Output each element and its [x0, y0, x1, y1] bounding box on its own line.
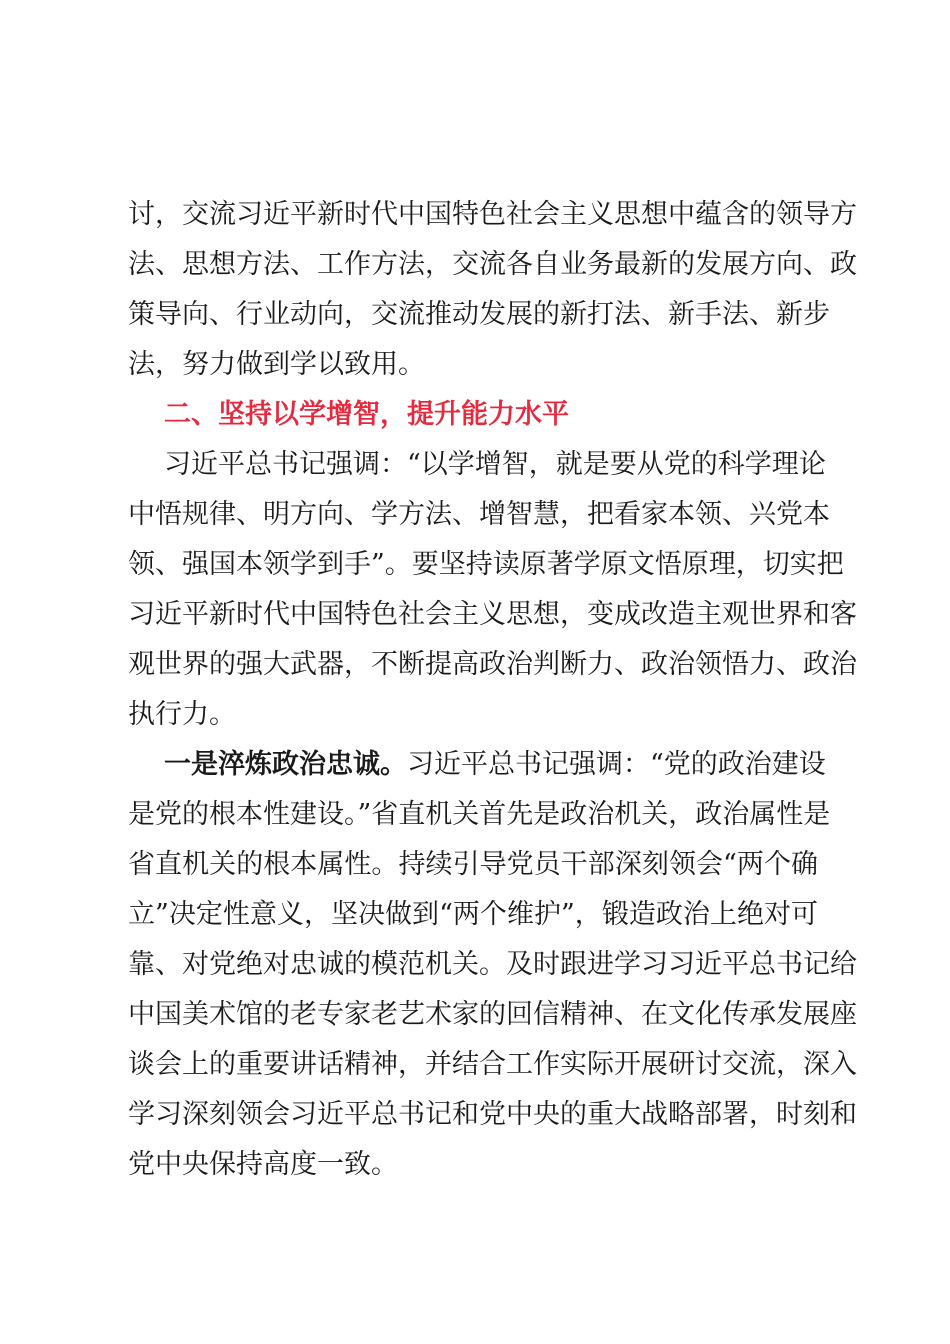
paragraph-line: 省直机关的根本属性。持续引导党员干部深刻领会“两个确: [128, 849, 818, 880]
paragraph-line: 领、强国本领学到手”。要坚持读原著学原文悟原理，切实把: [128, 549, 844, 580]
paragraph-line: 讨，交流习近平新时代中国特色社会主义思想中蕴含的领导方: [128, 199, 857, 230]
paragraph-line: 法、思想方法、工作方法，交流各自业务最新的发展方向、政: [128, 249, 857, 280]
section-heading: 二、坚持以学增智，提升能力水平: [164, 399, 569, 430]
paragraph-line: 谈会上的重要讲话精神，并结合工作实际开展研讨交流，深入: [128, 1049, 857, 1080]
paragraph-line: 立”决定性意义，坚决做到“两个维护”，锻造政治上绝对可: [128, 899, 818, 930]
paragraph-line: 是党的根本性建设。”省直机关首先是政治机关，政治属性是: [128, 799, 831, 830]
paragraph-line: 习近平新时代中国特色社会主义思想，变成改造主观世界和客: [128, 599, 857, 630]
paragraph-line: 观世界的强大武器，不断提高政治判断力、政治领悟力、政治: [128, 649, 857, 680]
paragraph-line: 靠、对党绝对忠诚的模范机关。及时跟进学习习近平总书记给: [128, 949, 857, 980]
paragraph-line: 执行力。: [128, 699, 236, 730]
paragraph-line: 策导向、行业动向，交流推动发展的新打法、新手法、新步: [128, 299, 830, 330]
paragraph-line: 党中央保持高度一致。: [128, 1149, 398, 1180]
paragraph-line: 中悟规律、明方向、学方法、增智慧，把看家本领、兴党本: [128, 499, 830, 530]
paragraph-line: 中国美术馆的老专家老艺术家的回信精神、在文化传承发展座: [128, 999, 857, 1030]
paragraph-lead: 一是淬炼政治忠诚。: [164, 749, 407, 780]
paragraph-line: 学习深刻领会习近平总书记和党中央的重大战略部署，时刻和: [128, 1099, 857, 1130]
paragraph-line: 法，努力做到学以致用。: [128, 349, 425, 380]
paragraph-first-line: [164, 741, 826, 789]
paragraph-line: 习近平总书记强调：“以学增智，就是要从党的科学理论: [164, 449, 826, 480]
paragraph-first-line-text: 习近平总书记强调：“党的政治建设: [407, 749, 826, 780]
